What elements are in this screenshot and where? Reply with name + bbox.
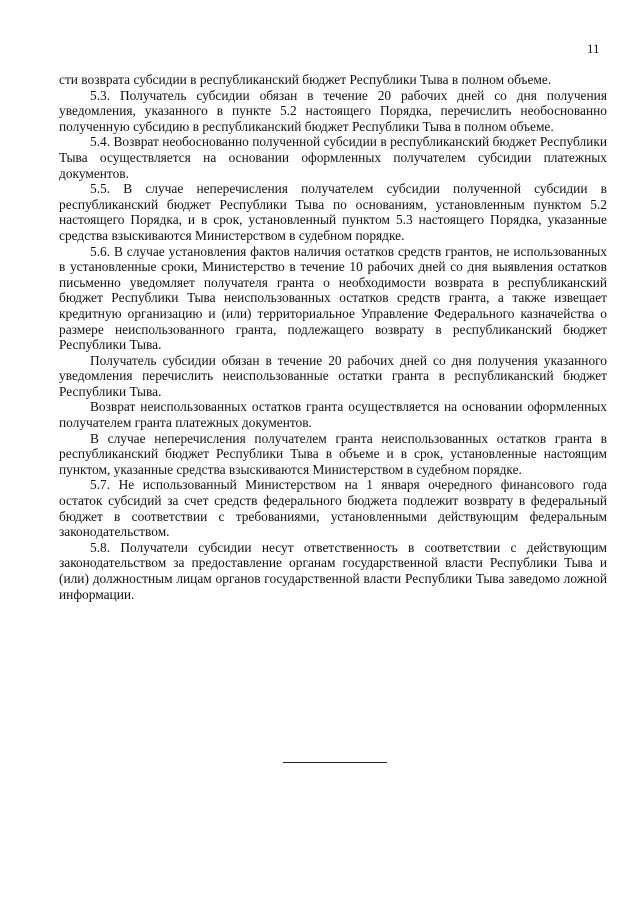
paragraph-continuation: сти возврата субсидии в республиканский бюджет Республики Тыва в полном объеме. (59, 72, 552, 87)
paragraph-5-3: 5.3. Получатель субсидии обязан в течение 20 рабочих дней со дня получения уведомления, указанного в пункте 5.2 настоящего Порядка, перечислить необоснованно полученную субсидию в республиканский бюджет Республики Тыва в полном объеме. (59, 87, 607, 134)
paragraph-5-8: 5.8. Получатели субсидии несут ответственность в соответствии с действующим законодательством за предоставление органам государственной власти Республики Тыва и (или) должностным лицам органов государственной власти Республики Тыва заведомо ложной информации. (59, 539, 607, 602)
paragraph-5-7: 5.7. Не использованный Министерством на 1 января очередного финансового года остаток субсидий за счет средств федерального бюджета подлежит возврату в федеральный бюджет в соответствии с требованиями, установленными действующим федеральным законодательством. (59, 477, 607, 540)
document-body (59, 72, 607, 602)
paragraph-5-4: 5.4. Возврат необоснованно полученной субсидии в республиканский бюджет Республики Тыва осуществляется на основании оформленных получателем субсидии платежных документов. (59, 134, 607, 181)
end-divider-line (283, 762, 387, 763)
paragraph-5-6-court-recovery: В случае неперечисления получателем гранта неиспользованных остатков гранта в республиканский бюджет Республики Тыва в объеме и в срок, установленные настоящим пунктом, указанные средства взыскиваются Министерством в судебном порядке. (59, 430, 607, 477)
page-number: 11 (587, 41, 600, 56)
paragraph-5-5: 5.5. В случае неперечисления получателем субсидии полученной субсидии в республиканский бюджет Республики Тыва по основаниям, установленным пунктом 5.2 настоящего Порядка, и в срок, установленный пунктом 5.3 настоящего Порядка, указанные средства взыскиваются Министерством в судебном порядке. (59, 181, 607, 243)
paragraph-5-6-return-obligation: Получатель субсидии обязан в течение 20 рабочих дней со дня получения указанного уведомления перечислить неиспользованные остатки гранта в республиканский бюджет Республики Тыва. (59, 352, 607, 399)
paragraph-5-6: 5.6. В случае установления фактов наличия остатков средств грантов, не использованных в установленные сроки, Министерство в течение 10 рабочих дней со дня выявления остатков письменно уведомляет получателя гранта о необходимости возврата в республиканский бюджет Республики Тыва неиспользованных остатков средств гранта, а также извещает кредитную организацию и (или) территориальное Управление Федерального казначейства о размере неиспользованного гранта, подлежащего возврату в республиканский бюджет Республики Тыва. (59, 243, 607, 353)
paragraph-5-6-return-basis: Возврат неиспользованных остатков гранта осуществляется на основании оформленных получателем гранта платежных документов. (59, 399, 607, 431)
